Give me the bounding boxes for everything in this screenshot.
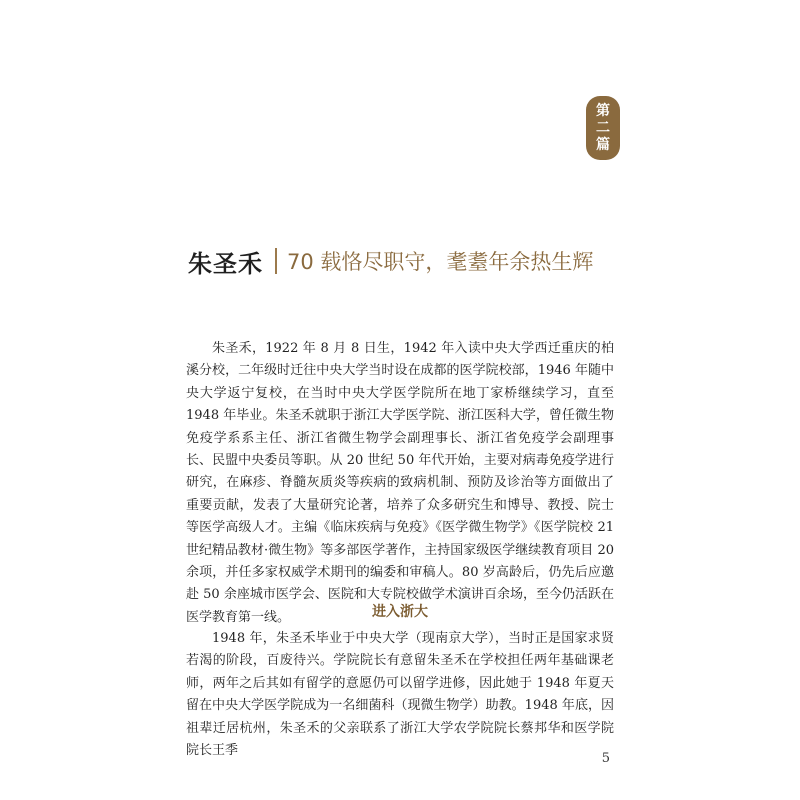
title-divider bbox=[275, 248, 277, 274]
part-label-char: 二 bbox=[596, 119, 610, 136]
part-label-char: 第 bbox=[596, 102, 610, 119]
intro-paragraph: 朱圣禾，1922 年 8 月 8 日生，1942 年入读中央大学西迁重庆的柏溪分校，二年级时迁往中央大学当时设在成都的医学院校部，1946 年随中央大学返宁复校，在当时中央大学医学院所在地丁家桥继续学习，直至 1948 年毕业。朱圣禾就职于浙江大学医学院、浙江医科大学，曾任微生物免疫学系系主任、浙江省微生物学会副理事长、浙江省免疫学会副理事长、民盟中央委员等职。从 20 世纪 50 年代开始，主要对病毒免疫学进行研究，在麻疹、脊髓灰质炎等疾病的致病机制、预防及诊治等方面做出了重要贡献，发表了大量研究论著，培养了众多研究生和博导、教授、院士等医学高级人才。主编《临床疾病与免疫》《医学微生物学》《医学院校 21 世纪精品教材·微生物》等多部医学著作，主持国家级医学继续教育项目 20 余项，并任多家权威学术期刊的编委和审稿人。80 岁高龄后，仍先后应邀赴 50 余座城市医学会、医院和大专院校做学术演讲百余场，至今仍活跃在医学教育第一线。 bbox=[186, 341, 614, 625]
page-number: 5 bbox=[601, 751, 610, 766]
body-paragraph: 1948 年，朱圣禾毕业于中央大学（现南京大学），当时正是国家求贤若渴的阶段，百废待兴。学院院长有意留朱圣禾在学校担任两年基础课老师，两年之后其如有留学的意愿仍可以留学进修，因此她于 1948 年夏天留在中央大学医学院成为一名细菌科（现微生物学）助教。1948 年底，因祖辈迁居杭州，朱圣禾的父亲联系了浙江大学农学院院长蔡邦华和医学院院长王季 bbox=[186, 631, 614, 759]
part-label-badge bbox=[586, 96, 620, 160]
chapter-subtitle: 70 载恪尽职守，耄耋年余热生辉 bbox=[287, 250, 594, 274]
section-heading: 进入浙大 bbox=[372, 604, 428, 620]
chapter-title bbox=[188, 244, 593, 278]
part-label-char: 篇 bbox=[596, 136, 610, 153]
chapter-person-name: 朱圣禾 bbox=[188, 248, 263, 278]
